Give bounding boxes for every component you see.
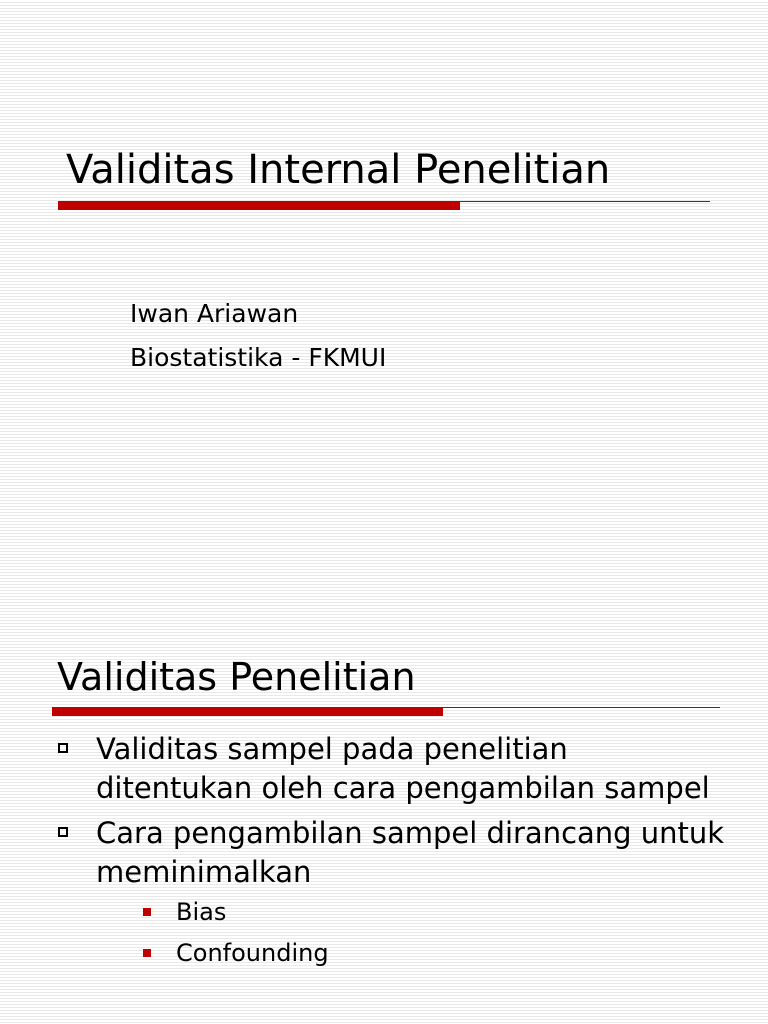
hollow-square-bullet-icon: [58, 743, 68, 753]
bullet-list: [52, 730, 732, 980]
hollow-square-bullet-icon: [58, 827, 68, 837]
slide-subtitle: [130, 292, 386, 380]
slide-title-heading: Validitas Internal Penelitian: [66, 147, 611, 193]
sub-bullet-text: Bias: [176, 898, 227, 926]
red-square-bullet-icon: [143, 908, 151, 916]
sub-bullet-item: [96, 892, 732, 933]
sub-bullet-item: [96, 933, 732, 974]
author-name: Iwan Ariawan: [130, 299, 299, 328]
sub-bullet-list: [96, 892, 732, 974]
title-underline-thick: [58, 201, 460, 210]
bullet-text: Cara pengambilan sampel dirancang untuk meminimalkan: [96, 816, 725, 889]
bullet-text: Validitas sampel pada penelitian ditentukan oleh cara pengambilan sampel: [96, 732, 710, 805]
heading-underline-thick: [52, 707, 443, 716]
bullet-item: [52, 814, 732, 974]
slide-content: [0, 512, 768, 1024]
author-affiliation: Biostatistika - FKMUI: [130, 343, 387, 372]
sub-bullet-text: Confounding: [176, 939, 329, 967]
slide-content-heading: Validitas Penelitian: [57, 655, 416, 699]
red-square-bullet-icon: [143, 949, 151, 957]
bullet-item: [52, 730, 732, 808]
